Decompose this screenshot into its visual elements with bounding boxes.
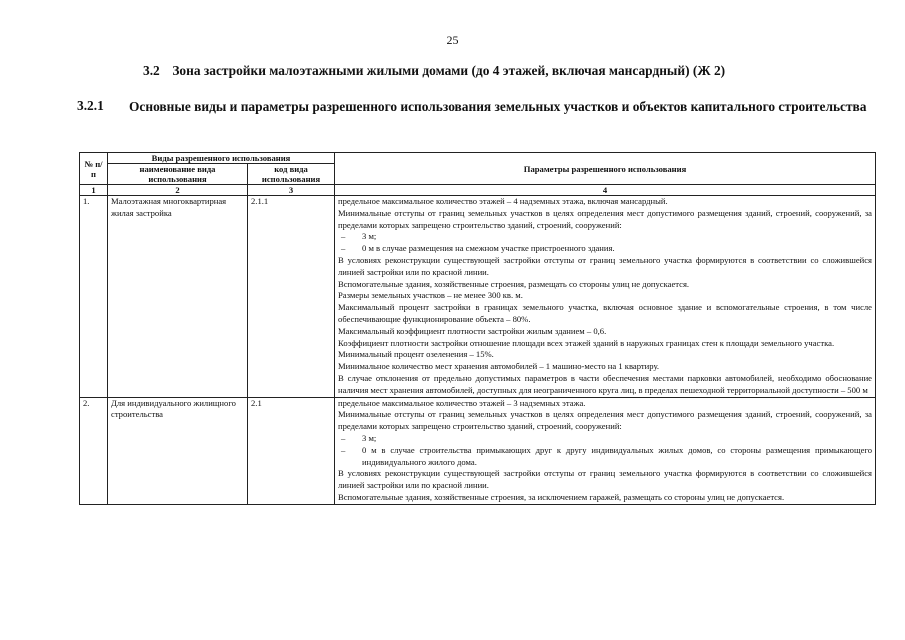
parameter-paragraph: Максимальный процент застройки в границах земельного участка, включая основное здание и вспомогательные строения, в том числе обеспечивающие функционирование объекта – 80%. bbox=[338, 302, 872, 324]
list-item-text: 0 м в случае строительства примыкающих друг к другу индивидуальных жилых домов, со стороны размещения примыкающего индивидуального жилого дома. bbox=[362, 444, 872, 467]
list-item-text: 3 м; bbox=[362, 231, 377, 242]
column-index: 2 bbox=[108, 185, 248, 196]
column-index-row bbox=[80, 185, 876, 196]
parameter-paragraph: Максимальный коэффициент плотности застройки жилым зданием – 0,6. bbox=[338, 325, 607, 336]
parameter-list-item bbox=[338, 433, 872, 445]
header-group: Виды разрешенного использования bbox=[108, 153, 335, 164]
parameter-paragraph: В случае отклонения от предельно допустимых параметров в части обеспечения местами парковки автомобилей, необходимо обоснование наличия мест хранения автомобилей, доступных для неограниченного круга лиц, в пределах пешеходной территориальной доступности – 500 м bbox=[338, 372, 872, 395]
header-num: № п/п bbox=[80, 153, 108, 185]
use-type-code: 2.1.1 bbox=[248, 196, 335, 398]
table-row bbox=[80, 196, 876, 398]
section-heading bbox=[143, 63, 725, 79]
header-params: Параметры разрешенного использования bbox=[335, 153, 876, 185]
page-number: 25 bbox=[446, 33, 459, 47]
section-title: Зона застройки малоэтажными жилыми домами (до 4 этажей, включая мансардный) (Ж 2) bbox=[172, 63, 726, 78]
parameter-paragraph: Минимальные отступы от границ земельных участков в целях определения мест допустимого размещения зданий, строений, сооружений, за пределами которых запрещено строительство зданий, строений, сооружений: bbox=[338, 207, 872, 230]
list-dash: – bbox=[341, 432, 346, 443]
permitted-use-table bbox=[79, 152, 876, 505]
parameter-paragraph: Коэффициент плотности застройки отношение площади всех этажей зданий в наружных границах стен к площади земельного участка. bbox=[338, 337, 835, 348]
parameter-paragraph: В условиях реконструкции существующей застройки отступы от границ земельного участка формируются в соответствии со сложившейся линией застройки или по красной линии. bbox=[338, 468, 872, 491]
parameter-paragraph: Минимальные отступы от границ земельных участков в целях определения мест допустимого размещения зданий, строений, сооружений, за пределами которых запрещено строительство зданий, строений, сооружений: bbox=[338, 409, 872, 432]
parameter-paragraph: Вспомогательные здания, хозяйственные строения, размещать со стороны улиц не допускается. bbox=[338, 278, 690, 289]
parameter-paragraph: предельное максимальное количество этажей – 3 надземных этажа. bbox=[338, 397, 586, 408]
row-number: 1. bbox=[80, 196, 108, 398]
subsection-title: Основные виды и параметры разрешенного использования земельных участков и объектов капитального строительства bbox=[129, 99, 867, 114]
parameter-list-item bbox=[338, 445, 872, 469]
parameter-list-item bbox=[338, 231, 872, 243]
parameter-list-item bbox=[338, 243, 872, 255]
section-number: 3.2 bbox=[143, 63, 160, 78]
parameter-paragraph: Размеры земельных участков – не менее 300 кв. м. bbox=[338, 290, 523, 301]
row-number: 2. bbox=[80, 397, 108, 504]
parameter-paragraph: предельное максимальное количество этажей – 4 надземных этажа, включая мансардный. bbox=[338, 196, 668, 206]
list-item-text: 3 м; bbox=[362, 432, 377, 443]
parameter-paragraph: В условиях реконструкции существующей застройки отступы от границ земельного участка формируются в соответствии со сложившейся линией застройки или по красной линии. bbox=[338, 254, 872, 277]
list-item-text: 0 м в случае размещения на смежном участке пристроенного здания. bbox=[362, 243, 615, 254]
use-type-code: 2.1 bbox=[248, 397, 335, 504]
parameter-paragraph: Минимальный процент озеленения – 15%. bbox=[338, 349, 494, 360]
use-type-name: Для индивидуального жилищного строительства bbox=[108, 397, 248, 504]
parameter-paragraph: Вспомогательные здания, хозяйственные строения, за исключением гаражей, размещать со стороны улиц не допускается. bbox=[338, 491, 785, 502]
header-code: код вида использования bbox=[248, 164, 335, 185]
use-parameters bbox=[335, 196, 876, 398]
column-index: 1 bbox=[80, 185, 108, 196]
parameter-paragraph: Минимальное количество мест хранения автомобилей – 1 машино-место на 1 квартиру. bbox=[338, 361, 660, 372]
list-dash: – bbox=[341, 231, 346, 242]
column-index: 3 bbox=[248, 185, 335, 196]
header-name: наименование вида использования bbox=[108, 164, 248, 185]
subsection-number: 3.2.1 bbox=[77, 98, 104, 113]
table-row bbox=[80, 397, 876, 504]
use-parameters bbox=[335, 397, 876, 504]
column-index: 4 bbox=[335, 185, 876, 196]
use-type-name: Малоэтажная многоквартирная жилая застройка bbox=[108, 196, 248, 398]
list-dash: – bbox=[341, 243, 346, 254]
list-dash: – bbox=[341, 444, 346, 455]
